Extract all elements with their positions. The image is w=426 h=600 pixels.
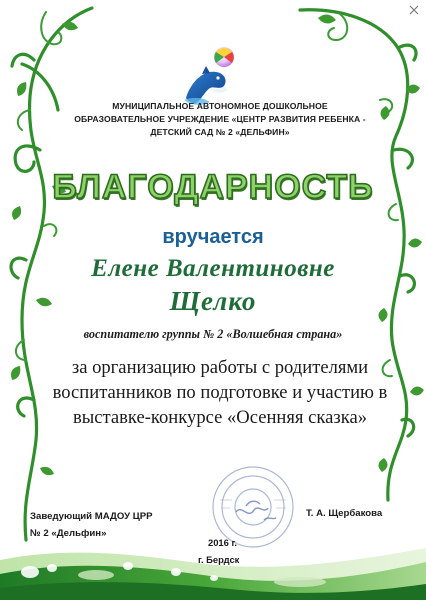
signatory-title-line1: Заведующий МАДОУ ЦРР <box>30 511 153 522</box>
recipient-first-name: Елене Валентиновне <box>91 255 335 282</box>
issue-city: г. Бердск <box>198 554 240 565</box>
signatory-name: Т. А. Щербакова <box>306 508 383 519</box>
issue-year: 2016 г. <box>208 537 238 548</box>
scan-corner-mark <box>408 4 420 16</box>
dolphin-logo-icon <box>180 44 244 108</box>
organization-name: МУНИЦИПАЛЬНОЕ АВТОНОМНОЕ ДОШКОЛЬНОЕ ОБРАЗОВАТЕЛЬНОЕ УЧРЕЖДЕНИЕ «ЦЕНТР РАЗВИТИЯ РЕБЕНКА - ДЕТСКИЙ САД № 2 «ДЕЛЬФИН» <box>74 101 366 137</box>
certificate-title: БЛАГОДАРНОСТЬ <box>52 168 374 206</box>
award-reason: за организацию работы с родителями воспитанников по подготовке и участию в выставке-конкурсе «Осенняя сказка» <box>52 357 388 428</box>
signatory-title <box>30 508 153 542</box>
recipient-role: воспитателю группы № 2 «Волшебная страна» <box>83 327 343 341</box>
recipient-last-name: Щелко <box>169 286 257 316</box>
ball-icon <box>214 47 234 67</box>
signatory-title-line2: № 2 «Дельфин» <box>30 528 107 539</box>
award-verb: вручается <box>162 226 264 248</box>
